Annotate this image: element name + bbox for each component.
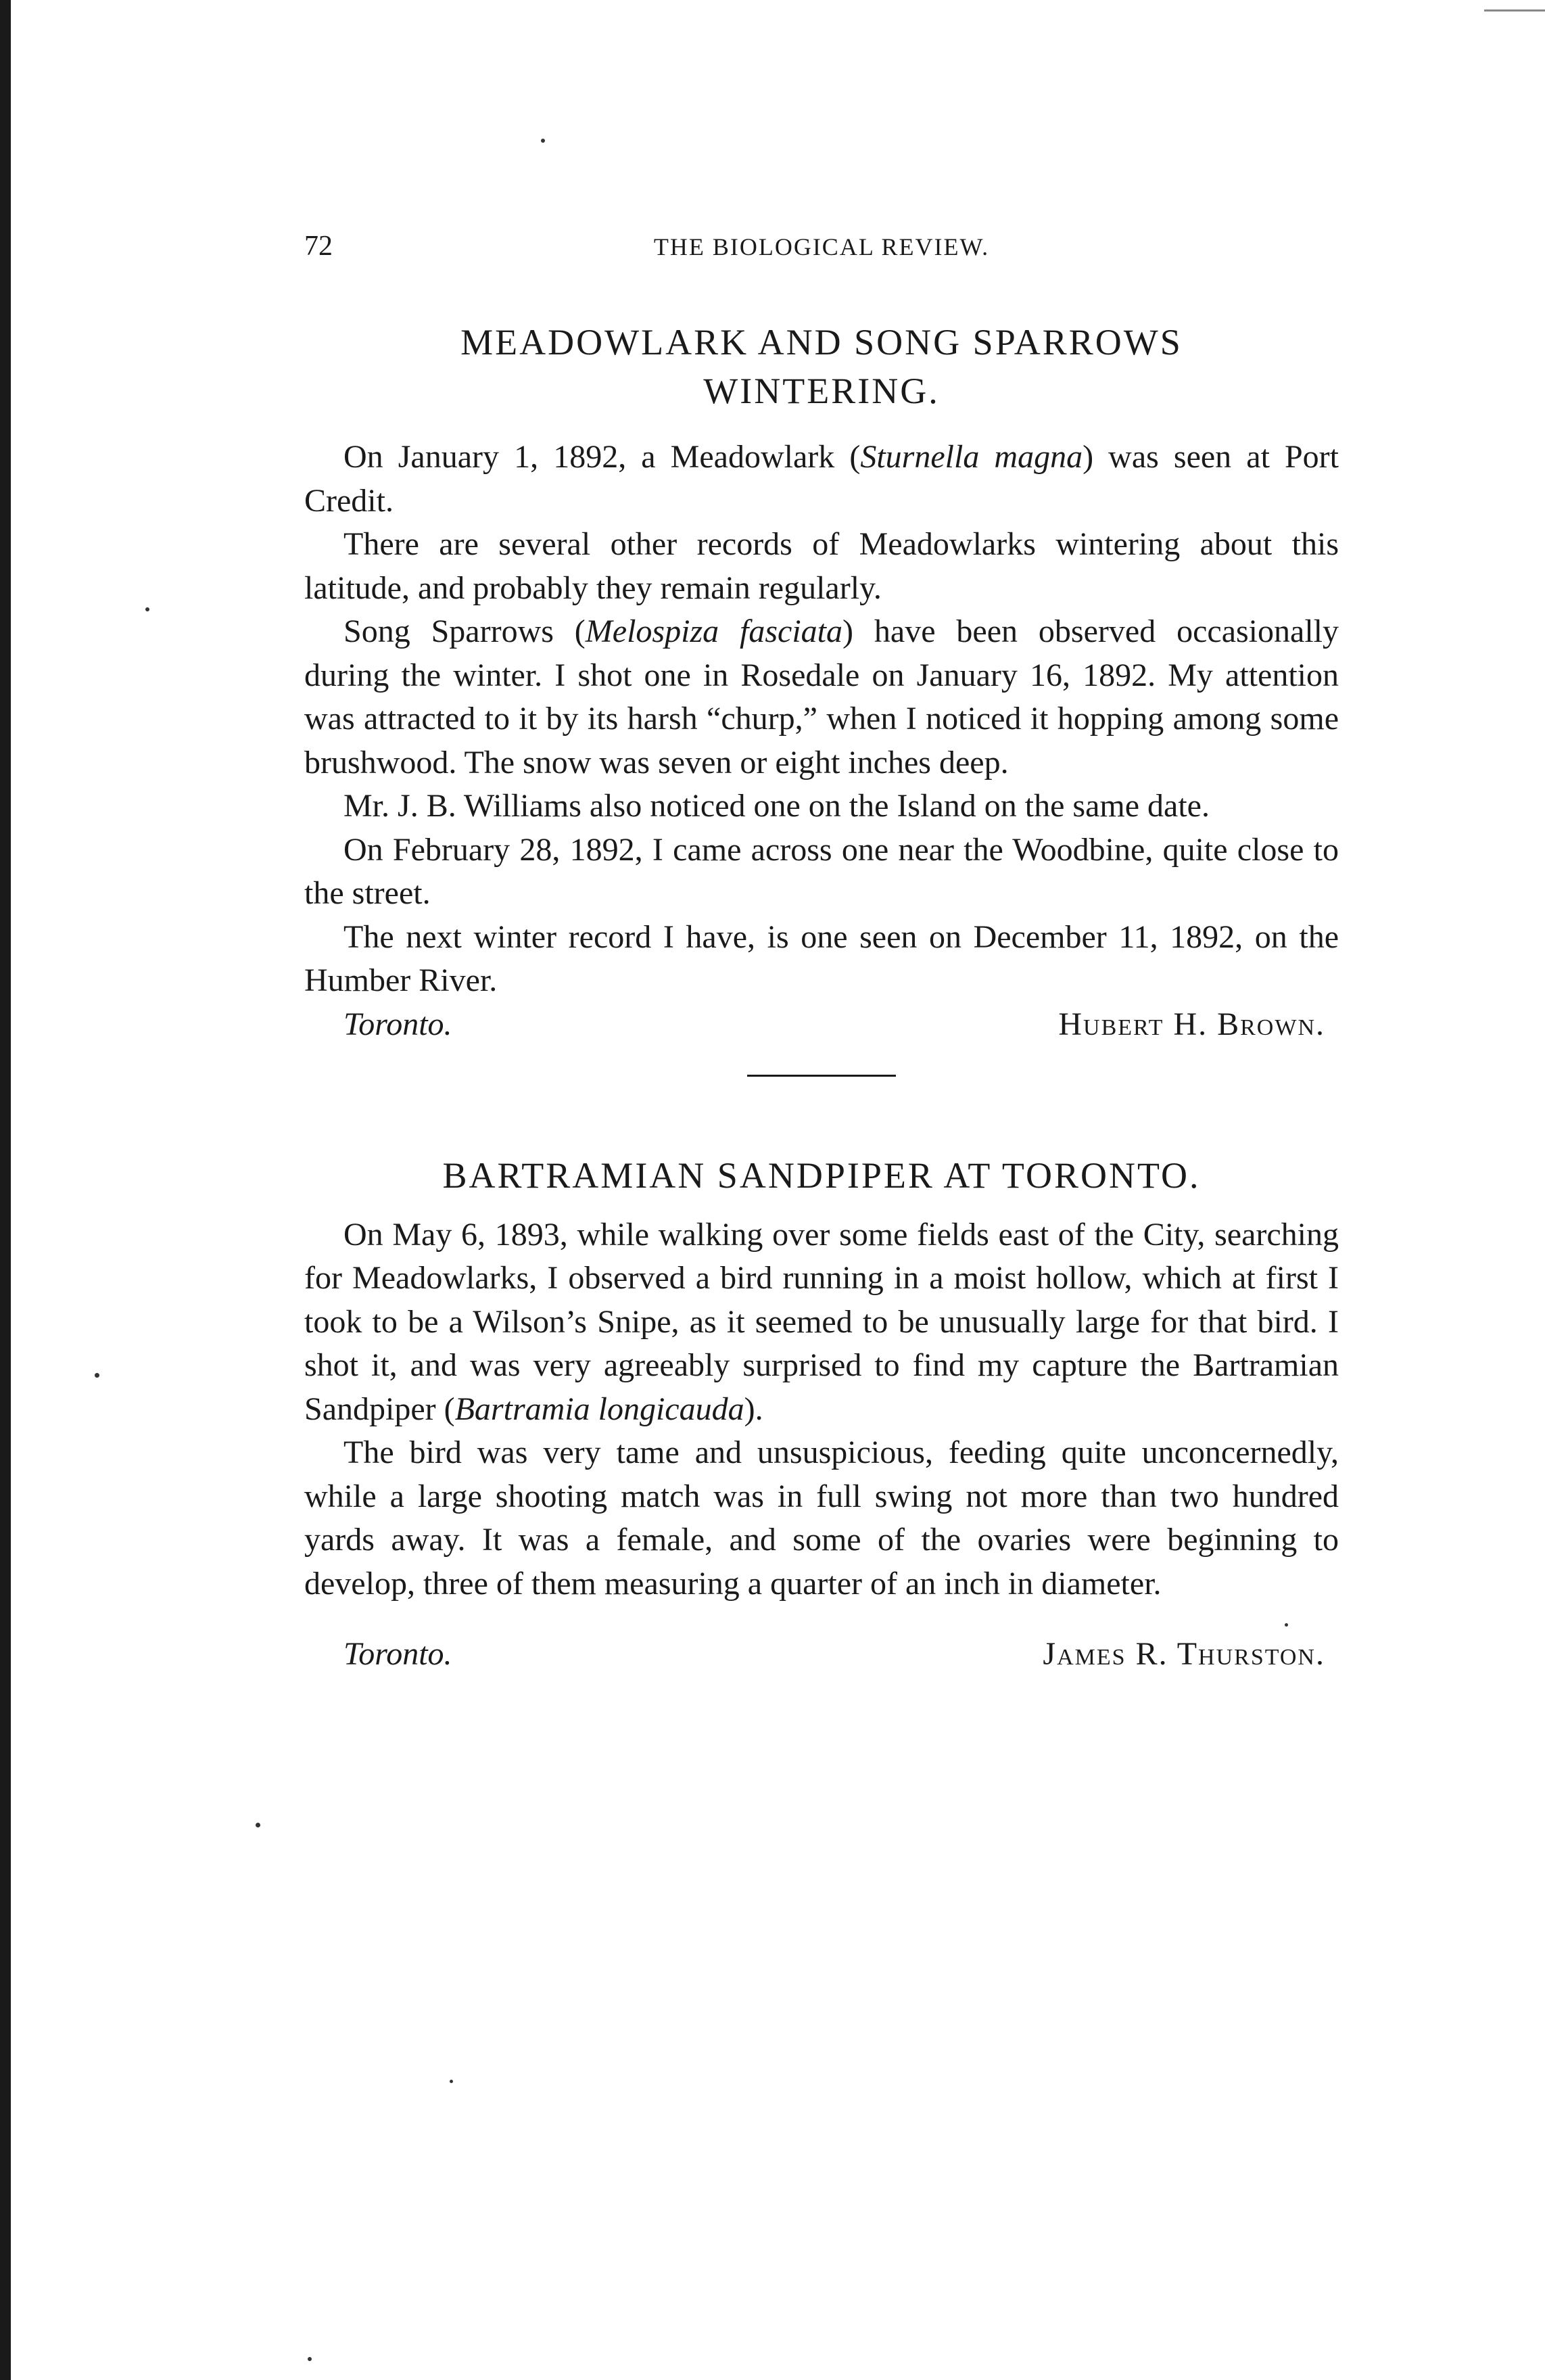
- paragraph: [304, 610, 1339, 785]
- paragraph: [304, 436, 1339, 523]
- paragraph-text: ) have been observed occasionally during the winter. I shot one in Rosedale on January 16, 1892. My attention was attracted to it by its harsh “churp,” when I noticed it hopping among some brushwood. The snow was seven or eight inches deep.: [304, 613, 1339, 780]
- scan-speck: [256, 1823, 260, 1827]
- text-column: [304, 230, 1339, 1677]
- page-number: 72: [304, 231, 333, 262]
- paragraph-text: On January 1, 1892, a Meadowlark (: [343, 439, 861, 475]
- binding-edge: [0, 0, 11, 2380]
- paragraph-text: On May 6, 1893, while walking over some fields east of the City, searching for Meadowlarks, I observed a bird running in a moist hollow, which at first I took to be a Wilson’s Snipe, as it seemed to be unusually large for that bird. I shot it, and was very agreeably surprised to find my capture the Bartramian Sandpiper (: [304, 1216, 1339, 1427]
- scan-mark: [1484, 9, 1545, 11]
- scan-speck: [145, 607, 149, 611]
- article-title-continued: WINTERING.: [703, 371, 940, 411]
- section-divider: [747, 1075, 896, 1077]
- scientific-name: Melospiza fasciata: [585, 613, 843, 649]
- paragraph: [304, 1213, 1339, 1432]
- byline: [304, 1633, 1339, 1677]
- scientific-name: Sturnella magna: [860, 439, 1083, 475]
- article-bartramian-sandpiper: [304, 1151, 1339, 1678]
- running-head: [304, 230, 1339, 271]
- paragraph-text: Song Sparrows (: [343, 613, 586, 649]
- paragraph: Mr. J. B. Williams also noticed one on the Island on the same date.: [343, 788, 1210, 824]
- scan-speck: [541, 139, 545, 143]
- scan-speck: [95, 1373, 99, 1378]
- byline-place: Toronto.: [343, 1636, 452, 1672]
- paragraph: There are several other records of Meadowlarks wintering about this latitude, and probably they remain regularly.: [304, 526, 1339, 606]
- byline-author: Hubert H. Brown.: [1058, 1006, 1325, 1042]
- scan-speck: [450, 2080, 453, 2083]
- scientific-name: Bartramia longicauda: [454, 1391, 744, 1427]
- byline-place: Toronto.: [343, 1006, 452, 1042]
- paragraph: The bird was very tame and unsuspicious, feeding quite unconcernedly, while a large shooting match was in full swing not more than two hundred yards away. It was a female, and some of the ovaries were beginning to develop, three of them measuring a quarter of an inch in diameter.: [304, 1434, 1339, 1602]
- article-title: BARTRAMIAN SANDPIPER AT TORONTO.: [442, 1154, 1201, 1196]
- article-title: MEADOWLARK AND SONG SPARROWS: [460, 322, 1183, 363]
- paragraph-text: ) was seen at Port Credit.: [304, 439, 1339, 519]
- paragraph: On February 28, 1892, I came across one near the Woodbine, quite close to the street.: [304, 831, 1339, 911]
- journal-title: THE BIOLOGICAL REVIEW.: [653, 233, 990, 260]
- byline: [304, 1003, 1339, 1048]
- paragraph-text: ).: [744, 1391, 763, 1427]
- paragraph: The next winter record I have, is one seen on December 11, 1892, on the Humber River.: [304, 918, 1339, 998]
- scan-speck: [308, 2357, 312, 2361]
- article-meadowlark: [304, 318, 1339, 1048]
- byline-author: James R. Thurston.: [1043, 1636, 1325, 1672]
